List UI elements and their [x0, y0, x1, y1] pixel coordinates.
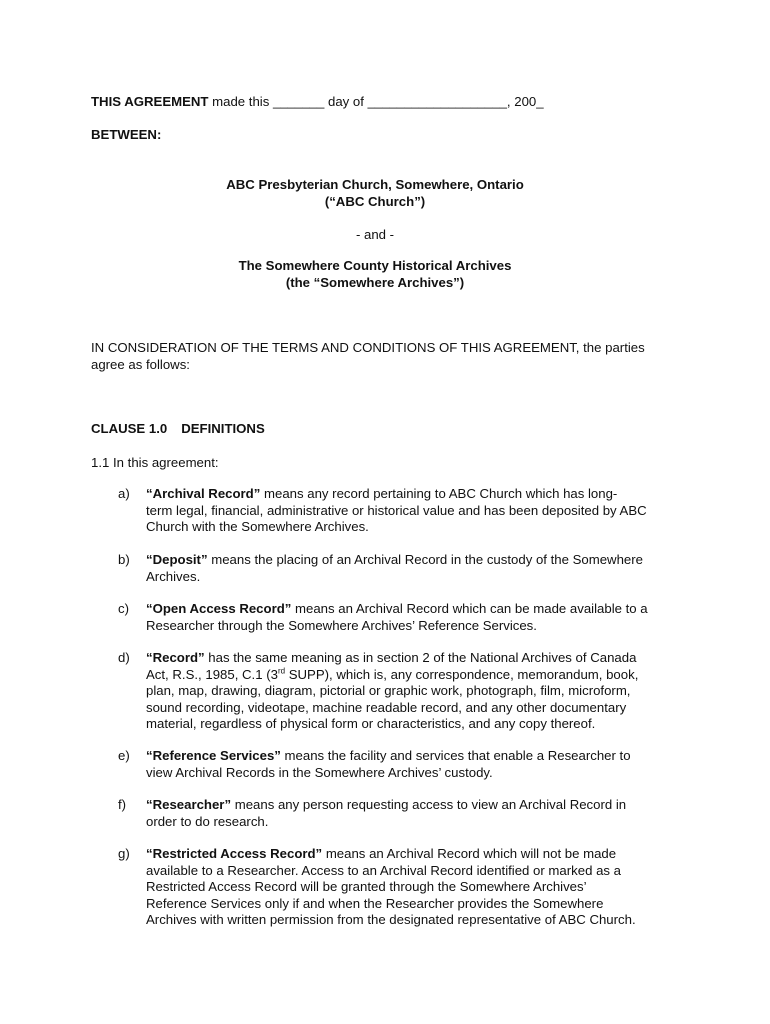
definition-marker-d: d)	[118, 650, 130, 665]
definition-text: sound recording, videotape, machine readable record, and any other documentary	[146, 699, 627, 715]
definition-text: Archives with written permission from the designated representative of ABC Church.	[146, 912, 636, 927]
definition-archival-record	[146, 486, 686, 536]
and-separator: - and -	[355, 227, 395, 242]
definition-text: has the same meaning as in section 2 of the National Archives of Canada	[204, 650, 637, 665]
clause-number: CLAUSE 1.0	[91, 421, 168, 436]
consideration-line-2: agree as follows:	[91, 357, 190, 372]
opening-line	[91, 93, 544, 110]
clause-title: DEFINITIONS	[181, 421, 265, 436]
definition-marker-g: g)	[118, 846, 130, 861]
agreement-label: THIS AGREEMENT	[91, 94, 209, 109]
definition-reference-services	[146, 748, 686, 781]
definition-text: SUPP), which is, any correspondence, memorandum, book,	[285, 666, 639, 682]
consideration-line-1: IN CONSIDERATION OF THE TERMS AND CONDITIONS OF THIS AGREEMENT, the parties	[91, 340, 645, 355]
party2-name: The Somewhere County Historical Archives	[238, 258, 512, 273]
definition-record	[146, 650, 686, 733]
definition-marker-f: f)	[118, 797, 127, 812]
definition-term: “Deposit”	[146, 552, 208, 567]
definition-text: available to a Researcher. Access to an Archival Record identified or marked as a	[146, 862, 621, 878]
definition-text: means any person requesting access to view an Archival Record in	[231, 797, 627, 812]
definition-text: material, regardless of physical form or characteristics, and any copy thereof.	[146, 716, 596, 731]
definition-researcher	[146, 797, 686, 830]
definition-marker-c: c)	[118, 601, 129, 616]
party2-alias: (the “Somewhere Archives”)	[285, 275, 465, 290]
definition-text: means the facility and services that enable a Researcher to	[280, 748, 631, 763]
definition-open-access-record	[146, 601, 686, 634]
definition-text: Reference Services only if and when the Researcher provides the Somewhere	[146, 895, 604, 911]
definition-term: “Open Access Record”	[146, 601, 292, 616]
definition-term: “Record”	[146, 650, 205, 665]
definition-text: means an Archival Record which can be made available to a	[291, 601, 648, 616]
definition-term: “Archival Record”	[146, 486, 261, 501]
definition-text: Archives.	[146, 568, 201, 584]
definition-text: means the placing of an Archival Record in the custody of the Somewhere	[207, 552, 643, 567]
definition-marker-b: b)	[118, 552, 130, 567]
definition-restricted-access-record	[146, 846, 686, 929]
definition-text: order to do research.	[146, 813, 269, 829]
definition-text: Act, R.S., 1985, C.1 (3	[146, 666, 278, 682]
definition-text: Church with the Somewhere Archives.	[146, 519, 369, 534]
definition-text: means any record pertaining to ABC Church which has long-	[260, 486, 618, 501]
definition-term: “Restricted Access Record”	[146, 846, 323, 861]
definition-deposit	[146, 552, 686, 585]
between-heading: BETWEEN:	[91, 127, 162, 142]
definition-text: plan, map, drawing, diagram, pictorial or graphic work, photograph, film, microform,	[146, 683, 631, 698]
definition-marker-a: a)	[118, 486, 130, 501]
party1-alias: (“ABC Church”)	[324, 194, 426, 209]
definition-text: Restricted Access Record will be granted through the Somewhere Archives’	[146, 879, 587, 894]
party1-name: ABC Presbyterian Church, Somewhere, Ontario	[226, 177, 524, 192]
definition-text: means an Archival Record which will not be made	[322, 846, 617, 861]
clause-intro: 1.1 In this agreement:	[91, 455, 219, 470]
clause-heading	[91, 420, 265, 437]
definition-marker-e: e)	[118, 748, 130, 763]
definition-term: “Researcher”	[146, 797, 232, 812]
definition-text: term legal, financial, administrative or historical value and has been deposited by ABC	[146, 502, 647, 518]
definition-text: view Archival Records in the Somewhere Archives’ custody.	[146, 764, 493, 780]
definition-text: Researcher through the Somewhere Archives’ Reference Services.	[146, 617, 537, 633]
opening-text: made this _______ day of ___________________, 200_	[208, 94, 544, 109]
definition-term: “Reference Services”	[146, 748, 281, 763]
ordinal-superscript: rd	[277, 666, 286, 676]
